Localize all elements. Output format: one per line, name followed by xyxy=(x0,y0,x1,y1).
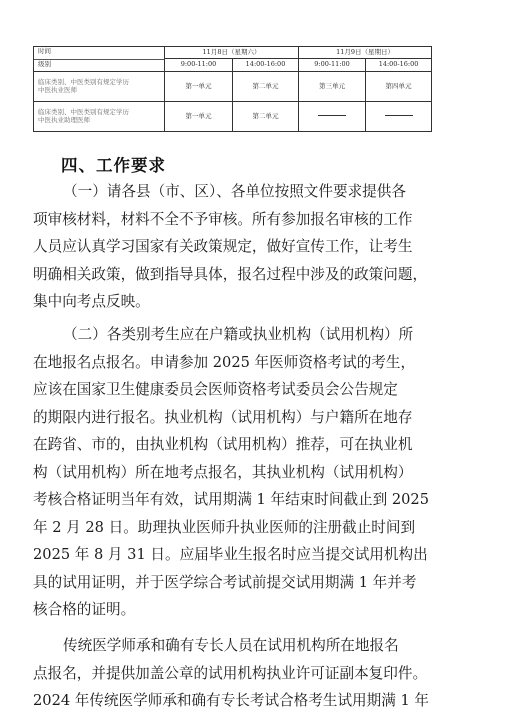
text-line: 构（试用机构）所在地考点报名，其执业机构（试用机构） xyxy=(33,463,413,481)
section-heading: 四、工作要求 xyxy=(61,156,166,175)
unit-cell: 第四单元 xyxy=(366,72,432,102)
text-line: 应该在国家卫生健康委员会医师资格考试委员会公告规定 xyxy=(33,381,398,398)
text-line: 在地报名点报名。申请参加 2025 年医师资格考试的考生， xyxy=(33,353,416,371)
row-label-line: 临床类别、中医类别有规定学历 xyxy=(38,107,129,116)
time-header: 14:00-16:00 xyxy=(366,58,432,71)
empty-cell-dash xyxy=(366,102,432,132)
row-label xyxy=(34,72,165,102)
time-header: 14:00-16:00 xyxy=(233,58,299,71)
text-line: 人员应认真学习国家有关政策规定，做好宣传工作，让考生 xyxy=(33,238,413,255)
time-header: 9:00-11:00 xyxy=(165,58,233,71)
paragraph-3 xyxy=(33,632,451,715)
unit-cell: 第一单元 xyxy=(165,102,233,132)
corner-level-label: 级别 xyxy=(38,60,51,68)
row-label-line: 临床类别、中医类别有规定学历 xyxy=(38,77,129,86)
text-line: 集中向考点反映。 xyxy=(33,293,150,310)
unit-cell: 第二单元 xyxy=(233,102,299,132)
text-line: 的期限内进行报名。执业机构（试用机构）与户籍所在地存 xyxy=(33,408,413,426)
table-row xyxy=(34,72,432,102)
table-corner-cell xyxy=(34,47,165,72)
corner-time-label: 时间 xyxy=(38,47,51,55)
time-header: 9:00-11:00 xyxy=(299,58,366,71)
exam-schedule-table xyxy=(33,46,432,132)
text-line: （二）各类别考生应在户籍或执业机构（试用机构）所 xyxy=(63,326,414,343)
corner-divider xyxy=(34,59,164,60)
text-line: 项审核材料，材料不全不予审核。所有参加报名审核的工作 xyxy=(33,210,413,228)
text-line: 2025 年 8 月 31 日。应届毕业生报名时应当提交试用机构出 xyxy=(33,546,428,563)
row-label xyxy=(34,102,165,132)
text-line: 2024 年传统医学师承和确有专长考试合格考生试用期满 1 年 xyxy=(33,692,430,709)
text-line: 具的试用证明，并于医学综合考试前提交试用期满 1 年并考 xyxy=(33,573,417,591)
row-label-line: 中医执业医师 xyxy=(38,85,77,94)
text-line: 在跨省、市的，由执业机构（试用机构）推荐，可在执业机 xyxy=(33,436,413,453)
paragraph-2 xyxy=(33,321,451,624)
unit-cell: 第一单元 xyxy=(165,72,233,102)
unit-cell: 第二单元 xyxy=(233,72,299,102)
text-line: 传统医学师承和确有专长人员在试用机构所在地报名 xyxy=(63,637,399,654)
paragraph-1 xyxy=(33,178,451,316)
date-header-day2: 11月9日（星期日） xyxy=(299,47,432,59)
text-line: 核合格的证明。 xyxy=(33,601,136,618)
date-header-day1: 11月8日（星期六） xyxy=(165,47,299,59)
text-line: 明确相关政策，做到指导具体，报名过程中涉及的政策问题， xyxy=(33,265,428,283)
text-line: 考核合格证明当年有效，试用期满 1 年结束时间截止到 2025 xyxy=(33,491,430,508)
unit-cell: 第三单元 xyxy=(299,72,366,102)
text-line: （一）请各县（市、区）、各单位按照文件要求提供各 xyxy=(63,183,406,200)
dash-line xyxy=(318,115,346,116)
text-line: 点报名，并提供加盖公章的试用机构执业许可证副本复印件。 xyxy=(33,664,428,682)
empty-cell-dash xyxy=(299,102,366,132)
text-line: 年 2 月 28 日。助理执业医师升执业医师的注册截止时间到 xyxy=(33,518,416,536)
dash-line xyxy=(385,115,413,116)
table-row xyxy=(34,102,432,132)
row-label-line: 中医执业助理医师 xyxy=(38,115,90,124)
